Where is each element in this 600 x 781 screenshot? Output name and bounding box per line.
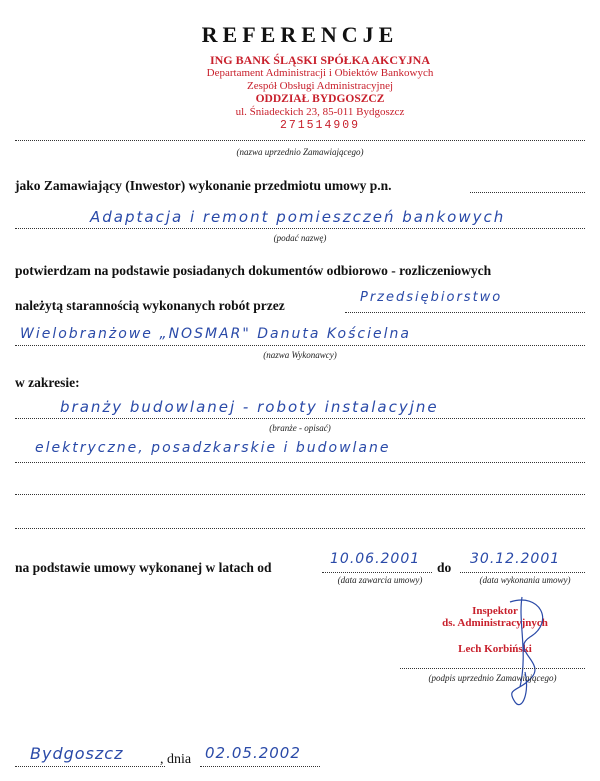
inspector-title: Inspektor <box>472 605 518 617</box>
handwritten-scope-2: elektryczne, posadzkarskie i budowlane <box>35 440 391 456</box>
handwritten-date: 02.05.2002 <box>205 744 301 762</box>
handwritten-date-to: 30.12.2001 <box>470 551 561 567</box>
scope-dotted-line-4 <box>15 528 585 529</box>
caption-signature: (podpis uprzednio Zamawiającego) <box>428 673 557 683</box>
scope-dotted-line-2 <box>15 462 585 463</box>
text-line-diligence: należytą starannością wykonanych robót przez <box>15 298 285 313</box>
line3-dotted-tail <box>345 312 585 313</box>
subject-dotted-line <box>15 228 585 229</box>
text-dnia: , dnia <box>160 752 192 767</box>
handwritten-contractor-2: Wielobranżowe „NOSMAR" Danuta Kościelna <box>20 326 411 342</box>
signature-scribble <box>470 592 580 722</box>
scope-dotted-line-3 <box>15 494 585 495</box>
text-line-dates-to: do <box>437 560 452 575</box>
text-line-scope: w zakresie: <box>15 375 80 390</box>
place-dotted-line <box>15 766 165 767</box>
caption-date-completed: (data wykonania umowy) <box>479 575 571 585</box>
inspector-name: Lech Korbiński <box>458 643 532 655</box>
caption-scope: (branże - opisać) <box>269 423 331 433</box>
stamp-number: 271514909 <box>279 119 361 132</box>
stamp-branch: ODDZIAŁ BYDGOSZCZ <box>255 93 385 105</box>
stamp-department: Departament Administracji i Obiektów Bankowych <box>206 67 434 79</box>
handwritten-contractor-1: Przedsiębiorstwo <box>360 290 503 305</box>
handwritten-date-from: 10.06.2001 <box>330 551 421 567</box>
handwritten-place: Bydgoszcz <box>30 744 124 763</box>
inspector-role: ds. Administracyjnych <box>442 617 548 629</box>
text-line-confirm: potwierdzam na podstawie posiadanych dokumentów odbiorowo - rozliczeniowych <box>15 263 492 278</box>
date-dotted-line <box>200 766 320 767</box>
stamp-address: ul. Śniadeckich 23, 85-011 Bydgoszcz <box>235 106 405 118</box>
signature-dotted-line <box>400 668 585 669</box>
handwritten-scope-1: branży budowlanej - roboty instalacyjne <box>60 398 439 416</box>
contractor-dotted-line <box>15 345 585 346</box>
text-line-dates-from: na podstawie umowy wykonanej w latach od <box>15 560 272 575</box>
caption-subject-name: (podać nazwę) <box>273 233 327 243</box>
date-to-dotted <box>460 572 585 573</box>
date-from-dotted <box>322 572 432 573</box>
scope-dotted-line-1 <box>15 418 585 419</box>
orderer-dotted-line <box>15 140 585 141</box>
text-line-orderer: jako Zamawiający (Inwestor) wykonanie przedmiotu umowy p.n. <box>15 178 392 193</box>
bank-stamp <box>190 54 450 132</box>
document-title: REFERENCJE <box>201 22 399 47</box>
caption-contractor-name: (nazwa Wykonawcy) <box>263 350 337 360</box>
stamp-bank-name: ING BANK ŚLĄSKI SPÓŁKA AKCYJNA <box>209 53 431 67</box>
caption-date-signed: (data zawarcia umowy) <box>337 575 423 585</box>
line1-dotted-tail <box>470 192 585 193</box>
caption-orderer-name: (nazwa uprzednio Zamawiającego) <box>236 147 364 157</box>
handwritten-subject: Adaptacja i remont pomieszczeń bankowych <box>90 208 506 226</box>
stamp-team: Zespół Obsługi Administracyjnej <box>246 80 394 92</box>
